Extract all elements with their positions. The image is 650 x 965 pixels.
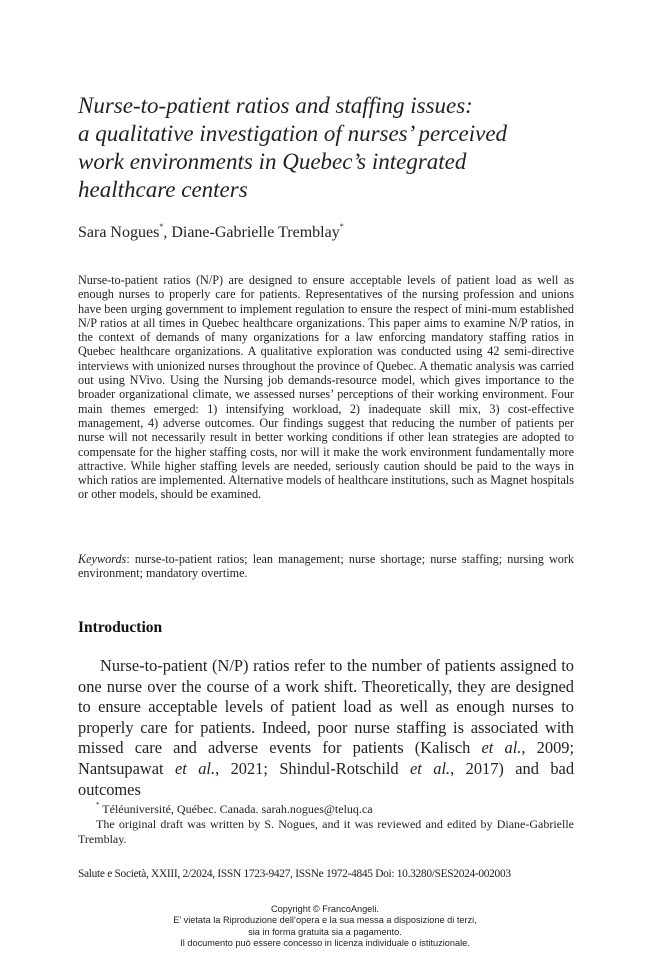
copyright-line: Il documento può essere concesso in licenza individuale o istituzionale. [180, 937, 470, 948]
footnotes [78, 798, 574, 847]
section-heading-introduction: Introduction [78, 619, 163, 636]
title-line: Nurse-to-patient ratios and staffing issues: [78, 93, 473, 118]
abstract: Nurse-to-patient ratios (N/P) are designed to ensure acceptable levels of patient load as well as enough nurses to properly care for patients. Representatives of the nursing profession and unions have been urging government to implement regulation to ensure the respect of mini-mum established N/P ratios at all times in Quebec healthcare organizations. This paper aims to examine N/P ratios, in the context of demands of many organizations for a law enforcing mandatory staffing ratios in Quebec healthcare organizations. A qualitative exploration was conducted using 42 semi-directive interviews with unionized nurses throughout the province of Quebec. A thematic analysis was carried out using NVivo. Using the Nursing job demands-resource model, which gives importance to the broader organizational climate, we assessed nurses’ perceptions of their working environment. Four main themes emerged: 1) intensifying workload, 2) inadequate skill mix, 3) cost-effective management, 4) adverse outcomes. Our findings suggest that reducing the number of patients per nurse will not necessarily result in better working conditions if other lean strategies are adopted to compensate for the higher staffing costs, nor will it make the work environment fundamentally more attractive. While higher staffing levels are needed, seriously caution should be paid to the ways in which ratios are implemented. Alternative models of healthcare institutions, such as Magnet hospitals or other models, should be examined. [78, 273, 574, 502]
article-title [78, 92, 578, 204]
footnote-mark: * [96, 801, 100, 809]
paragraph-text: , 2009; Nantsupawat [78, 738, 575, 778]
keywords-text: : nurse-to-patient ratios; lean management; nurse shortage; nurse staffing; nursing work environment; mandatory overtime. [78, 552, 574, 581]
author-list [78, 222, 344, 242]
paragraph-text: Nurse-to-patient (N/P) ratios refer to the number of patients assigned to one nurse over the course of a work shift. Theoretically, they are designed to ensure acceptable levels of patient load as well as enough nurses to properly care for patients. Indeed, poor nurse staffing is associated with missed care and adverse events for patients (Kalisch [78, 656, 574, 758]
introduction-paragraph [78, 656, 574, 800]
author-name: Sara Nogues [78, 224, 160, 241]
author-name: Diane-Gabrielle Tremblay [171, 224, 340, 241]
title-line: work environments in Quebec’s integrated [78, 149, 467, 174]
footnote-draft-note: The original draft was written by S. Nogues, and it was reviewed and edited by Diane-Gabrielle Tremblay. [78, 817, 574, 846]
citation-etal: et al. [410, 758, 451, 778]
copyright-line: sia in forma gratuita sia a pagamento. [248, 926, 402, 937]
copyright-notice [0, 904, 650, 949]
paragraph-text: , 2017) and bad outcomes [78, 758, 575, 799]
author-footnote-mark: * [339, 222, 344, 231]
keywords [78, 552, 574, 581]
footnote-affiliation [78, 798, 574, 817]
title-line: healthcare centers [78, 177, 248, 202]
citation-etal: et al. [481, 738, 522, 758]
copyright-line: E’ vietata la Riproduzione dell’opera e la sua messa a disposizione di terzi, [173, 915, 477, 926]
journal-citation: Salute e Società, XXIII, 2/2024, ISSN 1723-9427, ISSNe 1972-4845 Doi: 10.3280/SES2024-002003 [78, 868, 511, 880]
keywords-label: Keywords [78, 552, 127, 566]
paragraph-text: , 2021; Shindul-Rotschild [215, 758, 411, 778]
author-separator: , [163, 224, 172, 241]
author-footnote-mark: * [159, 222, 164, 231]
footnote-affiliation-text: Téléuniversité, Québec. Canada. sarah.nogues@teluq.ca [99, 802, 373, 816]
copyright-line: Copyright © FrancoAngeli. [271, 904, 379, 914]
title-line: a qualitative investigation of nurses’ perceived [78, 121, 508, 146]
citation-etal: et al. [174, 758, 216, 778]
